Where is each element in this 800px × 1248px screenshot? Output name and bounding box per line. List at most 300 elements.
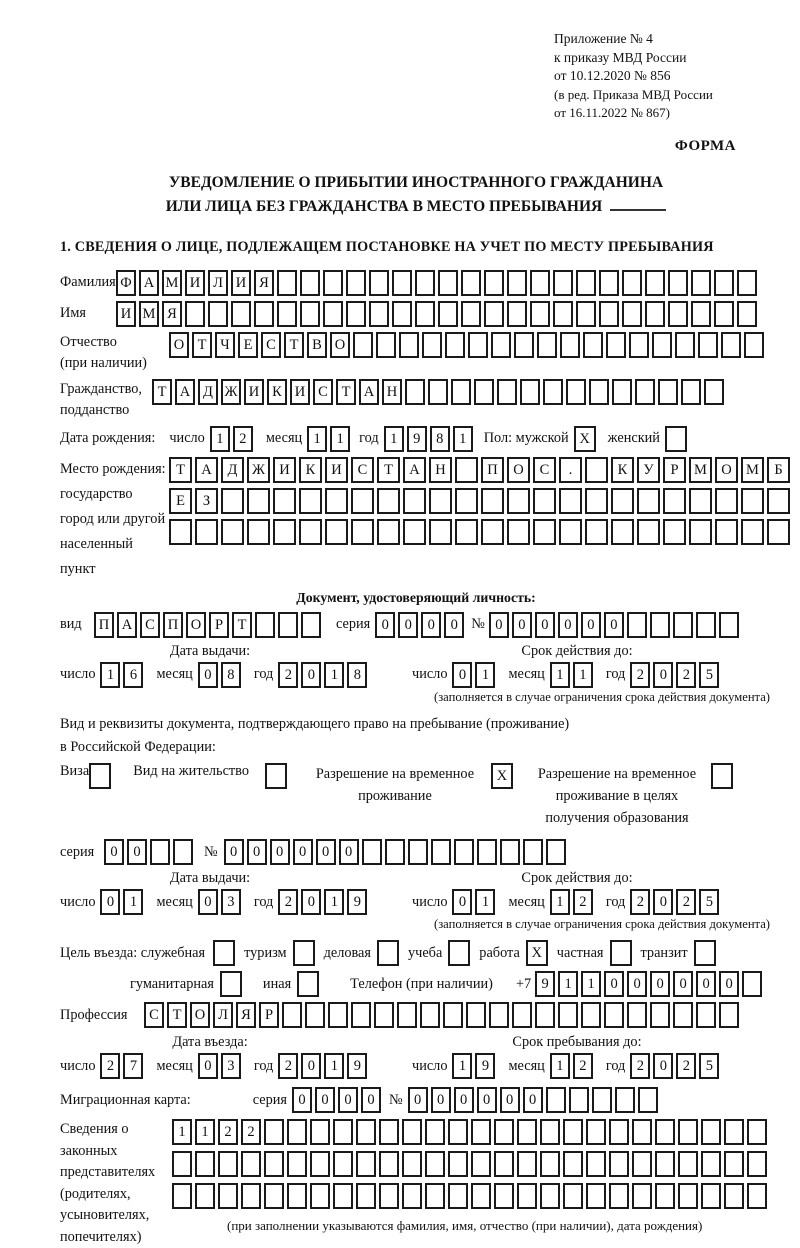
char-cell[interactable] <box>325 488 348 514</box>
char-cell[interactable]: Т <box>336 379 356 405</box>
purpose-other-checkbox[interactable] <box>297 971 319 997</box>
char-cell[interactable]: 0 <box>398 612 418 638</box>
char-cell[interactable] <box>351 488 374 514</box>
char-cell[interactable] <box>559 488 582 514</box>
char-cell[interactable] <box>277 270 297 296</box>
char-cell[interactable]: 5 <box>699 1053 719 1079</box>
char-cell[interactable] <box>530 301 550 327</box>
char-cell[interactable] <box>604 1002 624 1028</box>
char-cell[interactable] <box>609 1119 629 1145</box>
char-cell[interactable]: 1 <box>330 426 350 452</box>
char-cell[interactable]: 3 <box>221 1053 241 1079</box>
char-cell[interactable]: Ч <box>215 332 235 358</box>
char-cell[interactable] <box>724 1119 744 1145</box>
char-cell[interactable] <box>581 1002 601 1028</box>
char-cell[interactable] <box>491 332 511 358</box>
char-cell[interactable] <box>247 519 270 545</box>
char-cell[interactable] <box>428 379 448 405</box>
char-cell[interactable] <box>481 488 504 514</box>
char-cell[interactable]: 0 <box>316 839 336 865</box>
char-cell[interactable] <box>323 301 343 327</box>
char-cell[interactable]: 0 <box>292 1087 312 1113</box>
char-cell[interactable] <box>611 519 634 545</box>
char-cell[interactable] <box>747 1183 767 1209</box>
char-cell[interactable] <box>377 519 400 545</box>
char-cell[interactable] <box>455 519 478 545</box>
char-cell[interactable]: А <box>195 457 218 483</box>
purpose-humanitarian-checkbox[interactable] <box>220 971 242 997</box>
char-cell[interactable] <box>668 270 688 296</box>
char-cell[interactable]: С <box>351 457 374 483</box>
char-cell[interactable] <box>689 488 712 514</box>
char-cell[interactable] <box>715 488 738 514</box>
char-cell[interactable] <box>512 1002 532 1028</box>
char-cell[interactable] <box>477 839 497 865</box>
char-cell[interactable] <box>675 332 695 358</box>
char-cell[interactable] <box>264 1119 284 1145</box>
char-cell[interactable] <box>374 1002 394 1028</box>
char-cell[interactable]: 9 <box>347 1053 367 1079</box>
char-cell[interactable]: 1 <box>573 662 593 688</box>
char-cell[interactable]: 2 <box>573 889 593 915</box>
char-cell[interactable] <box>589 379 609 405</box>
char-cell[interactable] <box>681 379 701 405</box>
char-cell[interactable] <box>663 519 686 545</box>
char-cell[interactable] <box>585 519 608 545</box>
purpose-commercial-checkbox[interactable] <box>377 940 399 966</box>
char-cell[interactable] <box>701 1151 721 1177</box>
residence-permit-checkbox[interactable] <box>265 763 287 789</box>
char-cell[interactable] <box>376 332 396 358</box>
char-cell[interactable]: 0 <box>375 612 395 638</box>
char-cell[interactable] <box>310 1151 330 1177</box>
char-cell[interactable] <box>278 612 298 638</box>
char-cell[interactable] <box>385 839 405 865</box>
char-cell[interactable] <box>627 1002 647 1028</box>
char-cell[interactable]: О <box>330 332 350 358</box>
char-cell[interactable] <box>747 1151 767 1177</box>
char-cell[interactable] <box>767 488 790 514</box>
char-cell[interactable]: А <box>403 457 426 483</box>
char-cell[interactable] <box>247 488 270 514</box>
char-cell[interactable] <box>484 270 504 296</box>
char-cell[interactable]: 0 <box>512 612 532 638</box>
char-cell[interactable]: 1 <box>550 662 570 688</box>
char-cell[interactable]: 0 <box>653 1053 673 1079</box>
char-cell[interactable]: 2 <box>676 1053 696 1079</box>
char-cell[interactable] <box>704 379 724 405</box>
char-cell[interactable] <box>351 519 374 545</box>
char-cell[interactable]: С <box>313 379 333 405</box>
char-cell[interactable] <box>592 1087 612 1113</box>
char-cell[interactable] <box>173 839 193 865</box>
char-cell[interactable] <box>576 301 596 327</box>
char-cell[interactable] <box>645 270 665 296</box>
char-cell[interactable]: 0 <box>339 839 359 865</box>
char-cell[interactable] <box>356 1119 376 1145</box>
char-cell[interactable] <box>586 1119 606 1145</box>
char-cell[interactable] <box>523 839 543 865</box>
char-cell[interactable] <box>655 1151 675 1177</box>
char-cell[interactable] <box>696 1002 716 1028</box>
char-cell[interactable]: 0 <box>198 889 218 915</box>
char-cell[interactable] <box>455 488 478 514</box>
char-cell[interactable]: И <box>244 379 264 405</box>
char-cell[interactable]: 0 <box>650 971 670 997</box>
char-cell[interactable] <box>645 301 665 327</box>
char-cell[interactable] <box>650 612 670 638</box>
char-cell[interactable] <box>455 457 478 483</box>
char-cell[interactable] <box>563 1119 583 1145</box>
sex-female-checkbox[interactable] <box>665 426 687 452</box>
char-cell[interactable]: 1 <box>475 889 495 915</box>
char-cell[interactable]: Т <box>232 612 252 638</box>
char-cell[interactable] <box>741 488 764 514</box>
char-cell[interactable]: 1 <box>384 426 404 452</box>
char-cell[interactable]: 0 <box>477 1087 497 1113</box>
char-cell[interactable] <box>744 332 764 358</box>
char-cell[interactable] <box>535 1002 555 1028</box>
char-cell[interactable] <box>724 1151 744 1177</box>
char-cell[interactable] <box>300 270 320 296</box>
char-cell[interactable]: П <box>94 612 114 638</box>
char-cell[interactable] <box>300 301 320 327</box>
char-cell[interactable]: 2 <box>218 1119 238 1145</box>
char-cell[interactable] <box>415 301 435 327</box>
char-cell[interactable] <box>323 270 343 296</box>
char-cell[interactable]: О <box>190 1002 210 1028</box>
char-cell[interactable]: 0 <box>431 1087 451 1113</box>
char-cell[interactable]: 2 <box>676 662 696 688</box>
char-cell[interactable]: О <box>507 457 530 483</box>
char-cell[interactable]: Л <box>213 1002 233 1028</box>
char-cell[interactable] <box>585 457 608 483</box>
char-cell[interactable]: С <box>140 612 160 638</box>
char-cell[interactable]: 0 <box>408 1087 428 1113</box>
char-cell[interactable]: 1 <box>475 662 495 688</box>
char-cell[interactable]: 2 <box>278 889 298 915</box>
char-cell[interactable] <box>507 301 527 327</box>
char-cell[interactable] <box>425 1119 445 1145</box>
char-cell[interactable] <box>494 1119 514 1145</box>
char-cell[interactable] <box>392 301 412 327</box>
char-cell[interactable] <box>569 1087 589 1113</box>
char-cell[interactable]: 2 <box>278 662 298 688</box>
char-cell[interactable]: 1 <box>324 1053 344 1079</box>
char-cell[interactable]: У <box>637 457 660 483</box>
char-cell[interactable]: С <box>144 1002 164 1028</box>
char-cell[interactable] <box>346 301 366 327</box>
char-cell[interactable] <box>273 488 296 514</box>
char-cell[interactable] <box>273 519 296 545</box>
char-cell[interactable] <box>471 1183 491 1209</box>
char-cell[interactable] <box>566 379 586 405</box>
char-cell[interactable] <box>195 1151 215 1177</box>
char-cell[interactable] <box>392 270 412 296</box>
char-cell[interactable] <box>408 839 428 865</box>
purpose-tourism-checkbox[interactable] <box>293 940 315 966</box>
char-cell[interactable]: 1 <box>123 889 143 915</box>
char-cell[interactable]: 2 <box>630 662 650 688</box>
char-cell[interactable] <box>737 270 757 296</box>
char-cell[interactable]: 1 <box>324 662 344 688</box>
char-cell[interactable] <box>218 1151 238 1177</box>
char-cell[interactable]: А <box>175 379 195 405</box>
char-cell[interactable] <box>443 1002 463 1028</box>
char-cell[interactable] <box>471 1119 491 1145</box>
char-cell[interactable] <box>714 270 734 296</box>
char-cell[interactable] <box>559 519 582 545</box>
char-cell[interactable] <box>264 1151 284 1177</box>
char-cell[interactable] <box>195 519 218 545</box>
char-cell[interactable] <box>678 1183 698 1209</box>
char-cell[interactable]: 2 <box>241 1119 261 1145</box>
char-cell[interactable] <box>399 332 419 358</box>
char-cell[interactable]: 1 <box>550 1053 570 1079</box>
char-cell[interactable] <box>328 1002 348 1028</box>
char-cell[interactable]: П <box>481 457 504 483</box>
char-cell[interactable]: 0 <box>653 662 673 688</box>
char-cell[interactable]: 2 <box>630 889 650 915</box>
char-cell[interactable]: Д <box>198 379 218 405</box>
char-cell[interactable]: К <box>299 457 322 483</box>
char-cell[interactable] <box>615 1087 635 1113</box>
char-cell[interactable]: А <box>359 379 379 405</box>
char-cell[interactable] <box>353 332 373 358</box>
char-cell[interactable] <box>369 301 389 327</box>
char-cell[interactable] <box>287 1151 307 1177</box>
char-cell[interactable]: 2 <box>630 1053 650 1079</box>
char-cell[interactable] <box>663 488 686 514</box>
char-cell[interactable] <box>438 270 458 296</box>
char-cell[interactable] <box>397 1002 417 1028</box>
char-cell[interactable] <box>356 1183 376 1209</box>
char-cell[interactable]: 0 <box>247 839 267 865</box>
char-cell[interactable]: И <box>231 270 251 296</box>
char-cell[interactable] <box>678 1151 698 1177</box>
char-cell[interactable]: 5 <box>699 662 719 688</box>
char-cell[interactable] <box>599 301 619 327</box>
char-cell[interactable] <box>540 1119 560 1145</box>
char-cell[interactable] <box>533 519 556 545</box>
char-cell[interactable] <box>599 270 619 296</box>
char-cell[interactable]: 0 <box>452 662 472 688</box>
char-cell[interactable] <box>333 1183 353 1209</box>
char-cell[interactable]: 0 <box>696 971 716 997</box>
char-cell[interactable] <box>241 1151 261 1177</box>
char-cell[interactable] <box>299 488 322 514</box>
char-cell[interactable]: Т <box>284 332 304 358</box>
char-cell[interactable] <box>530 270 550 296</box>
char-cell[interactable] <box>691 301 711 327</box>
char-cell[interactable] <box>402 1119 422 1145</box>
char-cell[interactable]: 0 <box>301 889 321 915</box>
char-cell[interactable] <box>461 270 481 296</box>
char-cell[interactable] <box>351 1002 371 1028</box>
char-cell[interactable] <box>609 1151 629 1177</box>
char-cell[interactable] <box>537 332 557 358</box>
char-cell[interactable] <box>719 1002 739 1028</box>
char-cell[interactable] <box>402 1183 422 1209</box>
char-cell[interactable] <box>264 1183 284 1209</box>
char-cell[interactable]: 0 <box>293 839 313 865</box>
char-cell[interactable]: 1 <box>558 971 578 997</box>
char-cell[interactable]: Я <box>236 1002 256 1028</box>
char-cell[interactable]: 0 <box>452 889 472 915</box>
char-cell[interactable] <box>747 1119 767 1145</box>
char-cell[interactable]: А <box>139 270 159 296</box>
char-cell[interactable]: 1 <box>195 1119 215 1145</box>
char-cell[interactable] <box>221 519 244 545</box>
char-cell[interactable] <box>517 1151 537 1177</box>
char-cell[interactable] <box>560 332 580 358</box>
temp-residence-checkbox[interactable]: X <box>491 763 513 789</box>
char-cell[interactable] <box>346 270 366 296</box>
char-cell[interactable]: 0 <box>673 971 693 997</box>
char-cell[interactable] <box>520 379 540 405</box>
char-cell[interactable]: М <box>741 457 764 483</box>
char-cell[interactable] <box>310 1183 330 1209</box>
char-cell[interactable]: Р <box>663 457 686 483</box>
char-cell[interactable]: Н <box>429 457 452 483</box>
char-cell[interactable]: Т <box>152 379 172 405</box>
char-cell[interactable] <box>586 1151 606 1177</box>
char-cell[interactable] <box>448 1119 468 1145</box>
char-cell[interactable]: 0 <box>627 971 647 997</box>
char-cell[interactable] <box>310 1119 330 1145</box>
char-cell[interactable]: 1 <box>324 889 344 915</box>
char-cell[interactable]: 1 <box>550 889 570 915</box>
char-cell[interactable] <box>517 1119 537 1145</box>
purpose-private-checkbox[interactable] <box>610 940 632 966</box>
char-cell[interactable]: М <box>139 301 159 327</box>
char-cell[interactable] <box>701 1119 721 1145</box>
char-cell[interactable]: 0 <box>581 612 601 638</box>
char-cell[interactable] <box>356 1151 376 1177</box>
char-cell[interactable]: 9 <box>475 1053 495 1079</box>
char-cell[interactable] <box>540 1183 560 1209</box>
char-cell[interactable]: Т <box>192 332 212 358</box>
char-cell[interactable] <box>254 301 274 327</box>
char-cell[interactable] <box>622 301 642 327</box>
char-cell[interactable]: 1 <box>452 1053 472 1079</box>
char-cell[interactable] <box>208 301 228 327</box>
char-cell[interactable]: 9 <box>407 426 427 452</box>
char-cell[interactable] <box>195 1183 215 1209</box>
char-cell[interactable] <box>425 1151 445 1177</box>
char-cell[interactable] <box>429 519 452 545</box>
char-cell[interactable]: 0 <box>604 612 624 638</box>
char-cell[interactable]: 0 <box>454 1087 474 1113</box>
char-cell[interactable] <box>379 1151 399 1177</box>
char-cell[interactable] <box>218 1183 238 1209</box>
char-cell[interactable] <box>543 379 563 405</box>
char-cell[interactable] <box>655 1119 675 1145</box>
char-cell[interactable]: И <box>116 301 136 327</box>
char-cell[interactable]: Е <box>169 488 192 514</box>
char-cell[interactable]: 9 <box>535 971 555 997</box>
char-cell[interactable] <box>362 839 382 865</box>
char-cell[interactable]: 0 <box>301 662 321 688</box>
char-cell[interactable]: 0 <box>558 612 578 638</box>
char-cell[interactable]: Ж <box>221 379 241 405</box>
char-cell[interactable]: И <box>185 270 205 296</box>
char-cell[interactable] <box>438 301 458 327</box>
char-cell[interactable]: 2 <box>676 889 696 915</box>
char-cell[interactable] <box>425 1183 445 1209</box>
char-cell[interactable] <box>448 1151 468 1177</box>
char-cell[interactable] <box>622 270 642 296</box>
char-cell[interactable] <box>305 1002 325 1028</box>
char-cell[interactable] <box>606 332 626 358</box>
char-cell[interactable] <box>632 1119 652 1145</box>
char-cell[interactable] <box>507 519 530 545</box>
char-cell[interactable] <box>558 1002 578 1028</box>
char-cell[interactable]: 0 <box>224 839 244 865</box>
char-cell[interactable]: И <box>273 457 296 483</box>
char-cell[interactable] <box>638 1087 658 1113</box>
char-cell[interactable] <box>724 1183 744 1209</box>
char-cell[interactable] <box>655 1183 675 1209</box>
char-cell[interactable] <box>612 379 632 405</box>
char-cell[interactable] <box>277 301 297 327</box>
char-cell[interactable] <box>497 379 517 405</box>
char-cell[interactable]: 0 <box>500 1087 520 1113</box>
char-cell[interactable]: Ф <box>116 270 136 296</box>
char-cell[interactable]: 0 <box>198 662 218 688</box>
char-cell[interactable]: 2 <box>278 1053 298 1079</box>
char-cell[interactable] <box>719 612 739 638</box>
char-cell[interactable]: К <box>611 457 634 483</box>
char-cell[interactable]: 0 <box>270 839 290 865</box>
char-cell[interactable]: 0 <box>338 1087 358 1113</box>
char-cell[interactable]: 0 <box>104 839 124 865</box>
char-cell[interactable] <box>299 519 322 545</box>
char-cell[interactable] <box>150 839 170 865</box>
char-cell[interactable]: 2 <box>233 426 253 452</box>
char-cell[interactable]: Б <box>767 457 790 483</box>
char-cell[interactable]: Ж <box>247 457 270 483</box>
char-cell[interactable]: Н <box>382 379 402 405</box>
char-cell[interactable] <box>287 1119 307 1145</box>
char-cell[interactable]: 1 <box>210 426 230 452</box>
char-cell[interactable]: О <box>186 612 206 638</box>
char-cell[interactable]: 5 <box>699 889 719 915</box>
char-cell[interactable] <box>546 839 566 865</box>
char-cell[interactable] <box>507 270 527 296</box>
sex-male-checkbox[interactable]: X <box>574 426 596 452</box>
char-cell[interactable]: 6 <box>123 662 143 688</box>
char-cell[interactable] <box>586 1183 606 1209</box>
char-cell[interactable]: И <box>290 379 310 405</box>
char-cell[interactable] <box>255 612 275 638</box>
char-cell[interactable]: Р <box>209 612 229 638</box>
char-cell[interactable]: 8 <box>347 662 367 688</box>
char-cell[interactable]: 1 <box>307 426 327 452</box>
char-cell[interactable] <box>658 379 678 405</box>
char-cell[interactable] <box>468 332 488 358</box>
char-cell[interactable] <box>403 488 426 514</box>
char-cell[interactable]: 0 <box>489 612 509 638</box>
temp-residence-edu-checkbox[interactable] <box>711 763 733 789</box>
char-cell[interactable]: Д <box>221 457 244 483</box>
char-cell[interactable]: Р <box>259 1002 279 1028</box>
char-cell[interactable] <box>466 1002 486 1028</box>
char-cell[interactable] <box>737 301 757 327</box>
char-cell[interactable] <box>741 519 764 545</box>
char-cell[interactable]: 7 <box>123 1053 143 1079</box>
purpose-study-checkbox[interactable] <box>448 940 470 966</box>
